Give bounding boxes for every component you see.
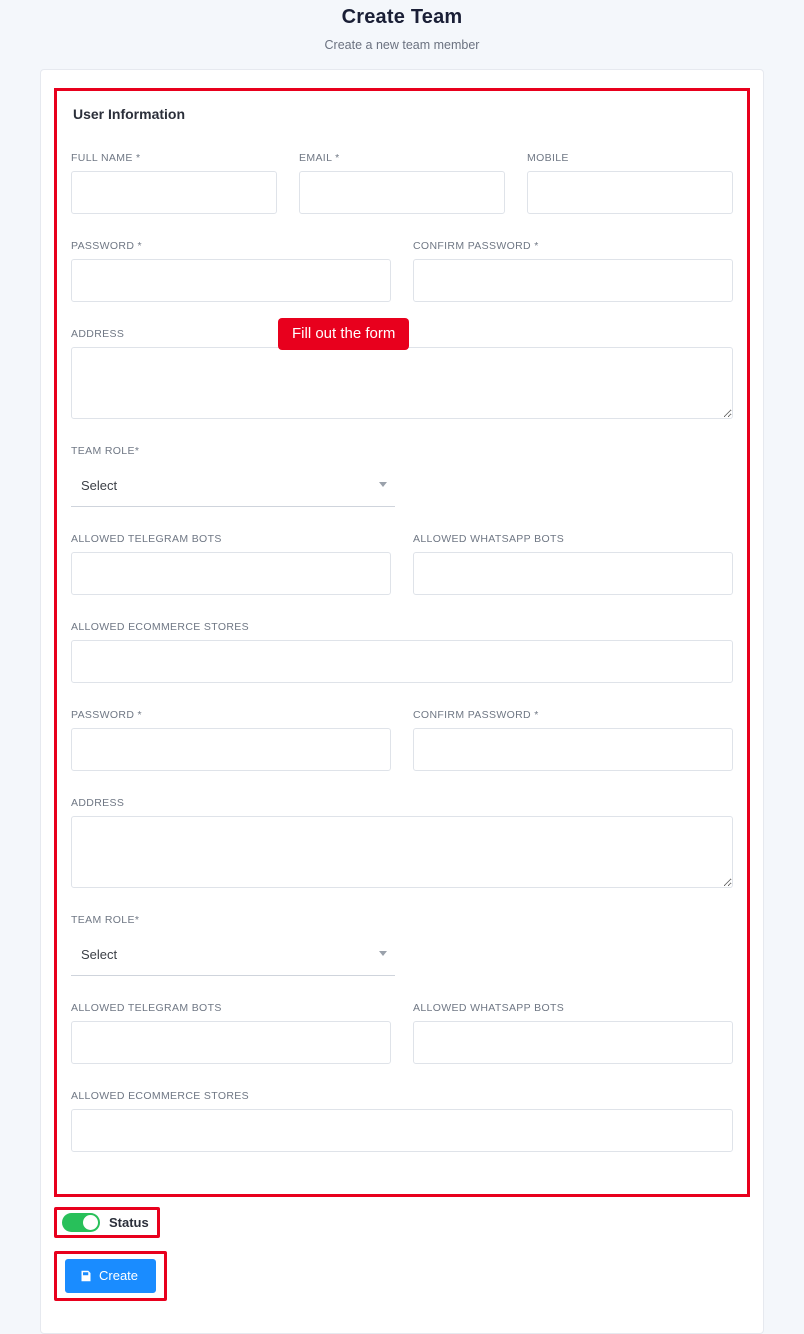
create-row [41, 1238, 763, 1319]
form-row [71, 914, 733, 996]
section-title: User Information [73, 106, 186, 122]
form-row [71, 1002, 733, 1084]
field-password-1 [71, 240, 391, 302]
field-label: ALLOWED WHATSAPP BOTS [413, 1002, 565, 1014]
form-card [40, 69, 764, 1334]
team-role-select-wrap-2[interactable] [71, 933, 395, 976]
confirm-password-input-2[interactable] [413, 728, 733, 771]
status-label: Status [109, 1215, 149, 1230]
field-allowed-ecommerce-stores-2 [71, 1090, 733, 1152]
full-name-input[interactable] [71, 171, 277, 214]
field-label: ADDRESS [71, 797, 125, 809]
field-label: FULL NAME * [71, 152, 141, 164]
field-allowed-whatsapp-bots-1 [413, 533, 733, 595]
field-allowed-whatsapp-bots-2 [413, 1002, 733, 1064]
field-confirm-password-2 [413, 709, 733, 771]
password-input-2[interactable] [71, 728, 391, 771]
field-label: ALLOWED WHATSAPP BOTS [413, 533, 565, 545]
field-allowed-ecommerce-stores-1 [71, 621, 733, 683]
confirm-password-input[interactable] [413, 259, 733, 302]
create-highlight [54, 1251, 167, 1301]
field-allowed-telegram-bots-1 [71, 533, 391, 595]
form-row [71, 152, 733, 234]
allowed-telegram-bots-input-2[interactable] [71, 1021, 391, 1064]
form-row [71, 621, 733, 703]
form-row [71, 445, 733, 527]
status-row [41, 1197, 763, 1238]
field-full-name [71, 152, 277, 214]
team-role-select-2[interactable] [71, 933, 395, 976]
field-label: EMAIL * [299, 152, 340, 164]
user-information-highlight [54, 88, 750, 1197]
field-address-2 [71, 797, 733, 888]
page-subtitle: Create a new team member [324, 38, 480, 52]
field-label: MOBILE [527, 152, 569, 164]
form-row [71, 533, 733, 615]
allowed-telegram-bots-input[interactable] [71, 552, 391, 595]
field-label: ALLOWED ECOMMERCE STORES [71, 621, 249, 633]
password-input[interactable] [71, 259, 391, 302]
team-role-select[interactable] [71, 464, 395, 507]
field-label: CONFIRM PASSWORD * [413, 709, 539, 721]
allowed-ecommerce-stores-input-2[interactable] [71, 1109, 733, 1152]
field-email [299, 152, 505, 214]
address-textarea-2[interactable] [71, 816, 733, 888]
status-toggle-group[interactable] [62, 1213, 149, 1232]
field-label: PASSWORD * [71, 240, 142, 252]
form-tooltip: Fill out the form [278, 318, 409, 350]
field-mobile [527, 152, 733, 214]
field-label: TEAM ROLE* [71, 914, 140, 926]
field-label: ALLOWED ECOMMERCE STORES [71, 1090, 249, 1102]
page-title: Create Team [341, 6, 463, 28]
allowed-whatsapp-bots-input-2[interactable] [413, 1021, 733, 1064]
field-label: PASSWORD * [71, 709, 142, 721]
field-confirm-password-1 [413, 240, 733, 302]
field-label: ALLOWED TELEGRAM BOTS [71, 533, 222, 545]
field-label: ADDRESS [71, 328, 125, 340]
form-row [71, 797, 733, 908]
save-icon [80, 1270, 92, 1282]
form-row [71, 1090, 733, 1172]
email-input[interactable] [299, 171, 505, 214]
field-label: TEAM ROLE* [71, 445, 140, 457]
field-allowed-telegram-bots-2 [71, 1002, 391, 1064]
address-textarea[interactable] [71, 347, 733, 419]
create-button-label: Create [99, 1268, 139, 1283]
form-row [71, 240, 733, 322]
card-bottom-spacer [41, 1319, 763, 1333]
create-button[interactable] [65, 1259, 156, 1293]
mobile-input[interactable] [527, 171, 733, 214]
allowed-ecommerce-stores-input[interactable] [71, 640, 733, 683]
field-team-role-1 [71, 445, 395, 507]
field-team-role-2 [71, 914, 395, 976]
team-role-select-wrap[interactable] [71, 464, 395, 507]
allowed-whatsapp-bots-input[interactable] [413, 552, 733, 595]
toggle-knob [83, 1215, 98, 1230]
field-password-2 [71, 709, 391, 771]
page-header [0, 0, 804, 52]
form-row [71, 709, 733, 791]
field-label: CONFIRM PASSWORD * [413, 240, 539, 252]
status-toggle[interactable] [62, 1213, 100, 1232]
field-label: ALLOWED TELEGRAM BOTS [71, 1002, 222, 1014]
status-highlight [54, 1207, 160, 1238]
